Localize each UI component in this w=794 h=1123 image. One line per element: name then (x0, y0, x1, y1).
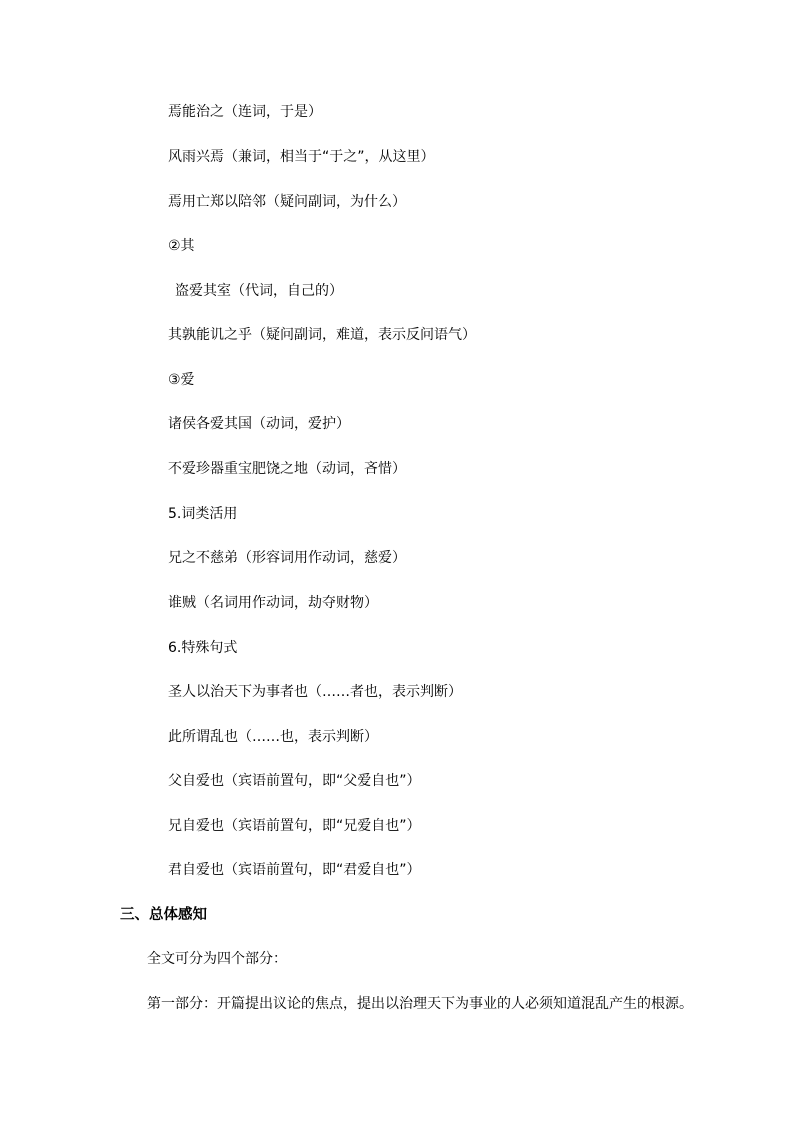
section-heading: 三、总体感知 (120, 907, 207, 923)
example-line: 诸侯各爱其国（动词，爱护） (168, 416, 350, 432)
example-line: 谁贼（名词用作动词，劫夺财物） (168, 595, 378, 611)
example-line: 兄自爱也（宾语前置句，即“兄爱自也”） (168, 818, 421, 834)
subsection-title: 5.词类活用 (168, 506, 238, 522)
example-line: 不爱珍器重宝肥饶之地（动词，吝惜） (168, 461, 406, 477)
sub-item-label: ②其 (168, 238, 195, 254)
paragraph: 全文可分为四个部分： (147, 951, 287, 967)
example-line: 其孰能讥之乎（疑问副词，难道，表示反问语气） (168, 327, 476, 343)
example-line: 兄之不慈弟（形容词用作动词，慈爱） (168, 550, 406, 566)
subsection-title: 6.特殊句式 (168, 640, 238, 656)
example-line: 风雨兴焉（兼词，相当于“于之”，从这里） (168, 149, 435, 165)
example-line: 此所谓乱也（……也，表示判断） (168, 729, 378, 745)
paragraph: 第一部分：开篇提出议论的焦点，提出以治理天下为事业的人必须知道混乱产生的根源。 (147, 996, 693, 1012)
example-line: 圣人以治天下为事者也（……者也，表示判断） (168, 684, 462, 700)
sub-item-label: ③爱 (168, 372, 195, 388)
example-line: 焉能治之（连词，于是） (168, 104, 322, 120)
example-line: 君自爱也（宾语前置句，即“君爱自也”） (168, 862, 421, 878)
example-line: 焉用亡郑以陪邻（疑问副词，为什么） (168, 194, 406, 210)
example-line: 盗爱其室（代词，自己的） (175, 283, 343, 299)
example-line: 父自爱也（宾语前置句，即“父爱自也”） (168, 773, 421, 789)
